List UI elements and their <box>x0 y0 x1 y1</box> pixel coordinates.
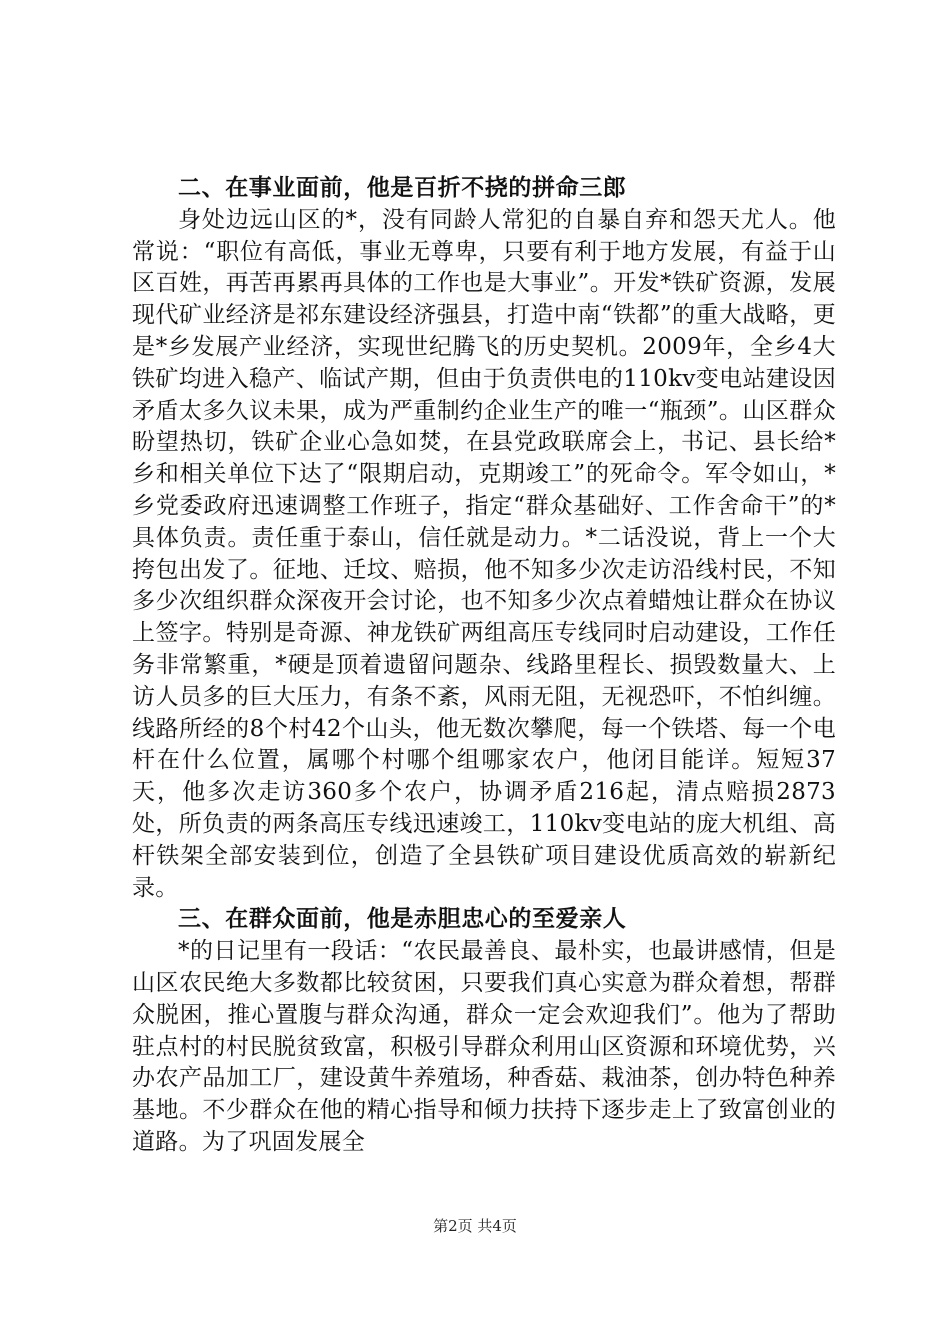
page-footer: 第2页 共4页 <box>433 1217 517 1235</box>
section-paragraph-career: 身处边远山区的*，没有同龄人常犯的自暴自弃和怨天尤人。他常说：“职位有高低，事业无尊卑，只要有利于地方发展，有益于山区百姓，再苦再累再具体的工作也是大事业”。开发*铁矿资源，发展现代矿业经济是祁东建设经济强县，打造中南“铁都”的重大战略，更是*乡发展产业经济，实现世纪腾飞的历史契机。2009年，全乡4大铁矿均进入稳产、临试产期，但由于负责供电的110kv变电站建设因矛盾太多久议未果，成为严重制约企业生产的唯一“瓶颈”。山区群众盼望热切，铁矿企业心急如焚，在县党政联席会上，书记、县长给*乡和相关单位下达了“限期启动，克期竣工”的死命令。军令如山，*乡党委政府迅速调整工作班子，指定“群众基础好、工作舍命干”的*具体负责。责任重于泰山，信任就是动力。*二话没说，背上一个大挎包出发了。征地、迁坟、赔损，他不知多少次走访沿线村民，不知多少次组织群众深夜开会讨论，也不知多少次点着蜡烛让群众在协议上签字。特别是奇源、神龙铁矿两组高压专线同时启动建设，工作任务非常繁重，*硬是顶着遗留问题杂、线路里程长、损毁数量大、上访人员多的巨大压力，有条不紊，风雨无阻，无视恐吓，不怕纠缠。线路所经的8个村42个山头，他无数次攀爬，每一个铁塔、每一个电杆在什么位置，属哪个村哪个组哪家农户，他闭目能详。短短37天，他多次走访360多个农户，协调矛盾216起，清点赔损2873处，所负责的两条高压专线迅速竣工，110kv变电站的庞大机组、高杆铁架全部安装到位，创造了全县铁矿项目建设优质高效的崭新纪录。 <box>132 206 836 901</box>
document-body <box>132 173 836 1159</box>
section-paragraph-masses: *的日记里有一段话：“农民最善良、最朴实，也最讲感情，但是山区农民绝大多数都比较贫困，只要我们真心实意为群众着想，帮群众脱困，推心置腹与群众沟通，群众一定会欢迎我们”。他为了帮助驻点村的村民脱贫致富，积极引导群众利用山区资源和环境优势，兴办农产品加工厂，建设黄牛养殖场，种香菇、栽油茶，创办特色种养基地。不少群众在他的精心指导和倾力扶持下逐步走上了致富创业的道路。为了巩固发展全 <box>132 938 836 1155</box>
section-heading-career: 二、在事业面前，他是百折不挠的拼命三郎 <box>178 175 627 201</box>
section-heading-masses: 三、在群众面前，他是赤胆忠心的至爱亲人 <box>178 906 627 933</box>
